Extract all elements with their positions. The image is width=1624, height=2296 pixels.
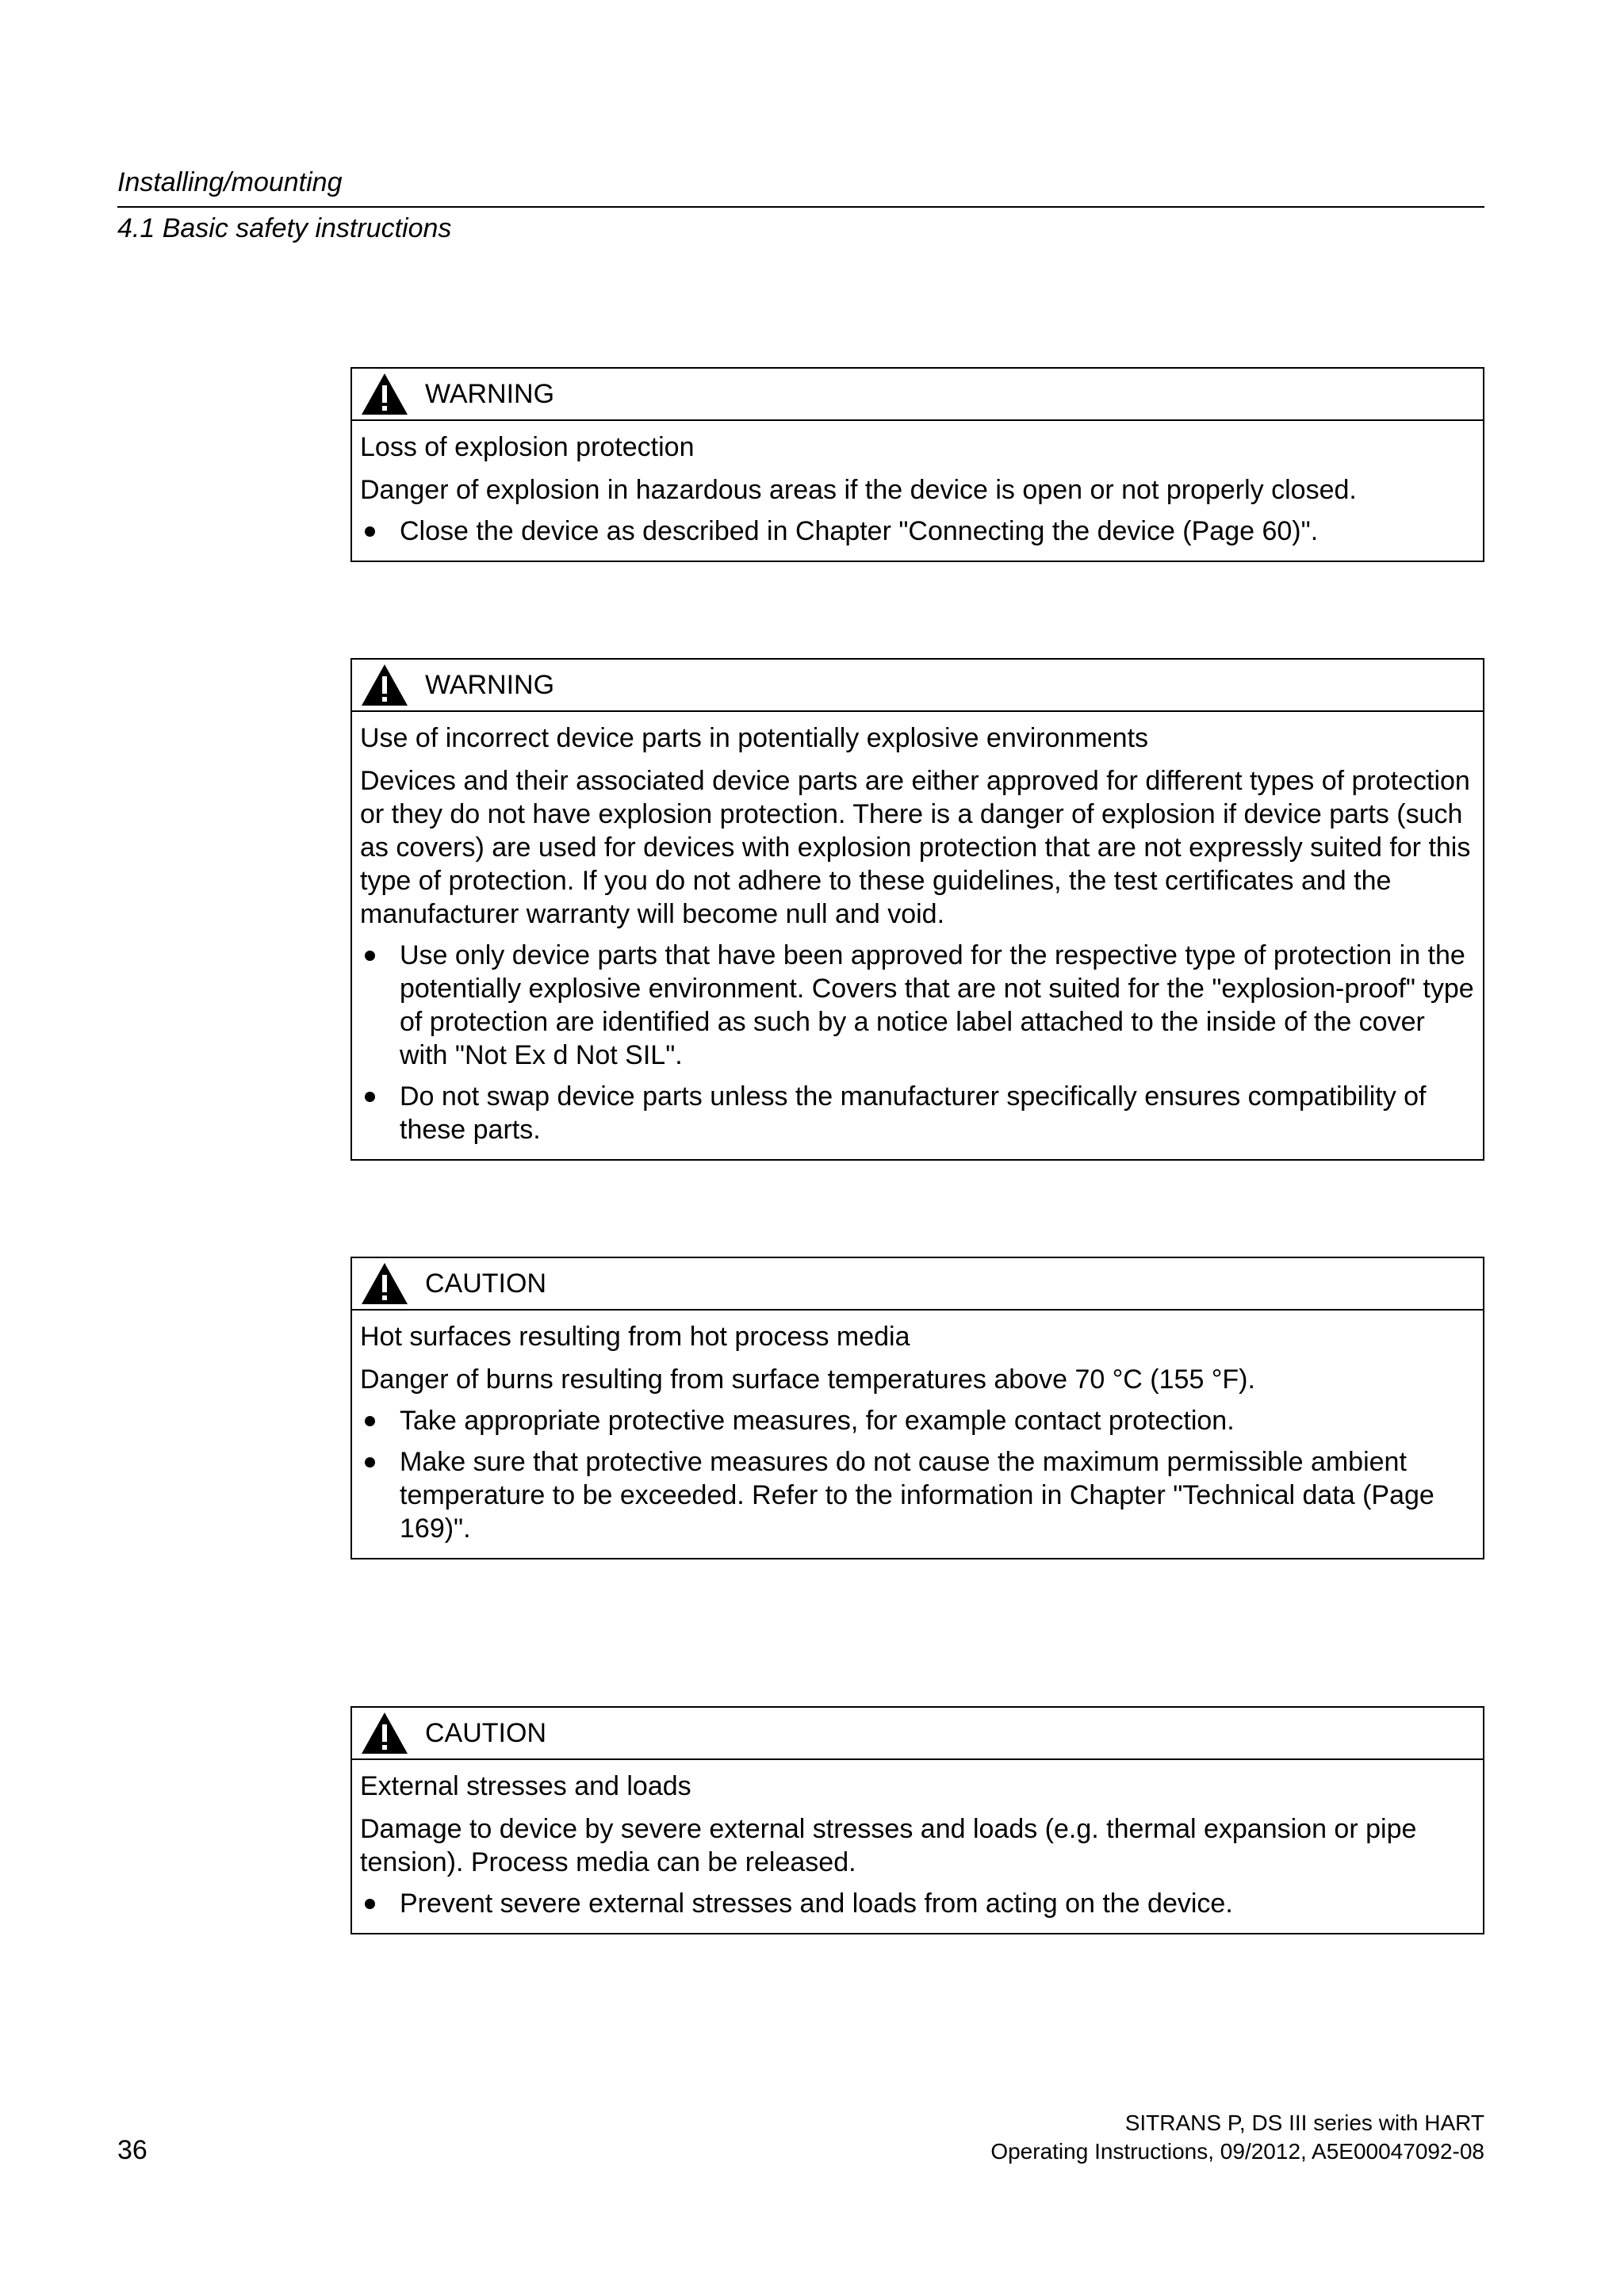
signal-word: CAUTION bbox=[425, 1718, 546, 1748]
warning-triangle-icon bbox=[360, 1261, 409, 1306]
warning-notice-incorrect-parts bbox=[350, 658, 1484, 1161]
notice-description: Devices and their associated device parts are either approved for different types of protection or they do not have explosion protection. There is a danger of explosion if device parts (such as covers) are used for devices with explosion protection that are not expressly suited for this type of protection. If you do not adhere to these guidelines, the test certificates and the manufacturer warranty will become null and void. bbox=[360, 766, 1471, 929]
running-header-chapter: Installing/mounting bbox=[117, 167, 343, 197]
notice-actions bbox=[360, 1887, 1475, 1920]
footer-document-info bbox=[990, 2109, 1484, 2166]
notice-description: Damage to device by severe external stresses and loads (e.g. thermal expansion or pipe tension). Process media can be released. bbox=[360, 1814, 1417, 1877]
list-item: Make sure that protective measures do not cause the maximum permissible ambient temperature to be exceeded. Refer to the information in Chapter "Technical data (Page 169)". bbox=[360, 1445, 1475, 1545]
notice-title: Loss of explosion protection bbox=[360, 432, 695, 462]
notice-description: Danger of burns resulting from surface temperatures above 70 °C (155 °F). bbox=[360, 1364, 1255, 1395]
warning-triangle-icon bbox=[360, 372, 409, 416]
bullet-icon bbox=[365, 1092, 375, 1102]
footer-product-name: SITRANS P, DS III series with HART bbox=[1124, 2110, 1484, 2135]
caution-notice-hot-surfaces bbox=[350, 1257, 1484, 1559]
signal-word: WARNING bbox=[425, 379, 555, 409]
signal-word: WARNING bbox=[425, 670, 555, 700]
notice-header bbox=[352, 1258, 1483, 1311]
page-number: 36 bbox=[117, 2135, 147, 2165]
warning-triangle-icon bbox=[360, 663, 409, 707]
bullet-icon bbox=[365, 1457, 375, 1468]
notice-title: Use of incorrect device parts in potentially explosive environments bbox=[360, 723, 1149, 753]
notice-header bbox=[352, 660, 1483, 712]
notice-title: Hot surfaces resulting from hot process media bbox=[360, 1322, 910, 1352]
notice-actions bbox=[360, 1404, 1475, 1545]
running-header-section: 4.1 Basic safety instructions bbox=[117, 213, 452, 243]
list-item: Take appropriate protective measures, for example contact protection. bbox=[360, 1404, 1475, 1437]
notice-description: Danger of explosion in hazardous areas if the device is open or not properly closed. bbox=[360, 475, 1357, 505]
list-item: Do not swap device parts unless the manufacturer specifically ensures compatibility of these parts. bbox=[360, 1080, 1475, 1146]
caution-notice-external-stresses bbox=[350, 1706, 1484, 1934]
bullet-icon bbox=[365, 951, 375, 961]
warning-triangle-icon bbox=[360, 1711, 409, 1755]
footer-document-id: Operating Instructions, 09/2012, A5E00047092-08 bbox=[990, 2139, 1484, 2164]
notice-title: External stresses and loads bbox=[360, 1771, 691, 1801]
bullet-icon bbox=[365, 526, 375, 537]
warning-notice-explosion-protection bbox=[350, 367, 1484, 562]
notice-actions bbox=[360, 939, 1475, 1146]
list-item: Prevent severe external stresses and loads from acting on the device. bbox=[360, 1887, 1475, 1920]
header-divider bbox=[117, 206, 1484, 208]
notice-header bbox=[352, 1708, 1483, 1760]
bullet-icon bbox=[365, 1416, 375, 1426]
list-item: Close the device as described in Chapter "Connecting the device (Page 60)". bbox=[360, 515, 1475, 548]
notice-header bbox=[352, 369, 1483, 421]
bullet-icon bbox=[365, 1899, 375, 1909]
signal-word: CAUTION bbox=[425, 1269, 546, 1299]
list-item: Use only device parts that have been approved for the respective type of protection in the potentially explosive environment. Covers that are not suited for the "explosion-proof" type of protection are identified as such by a notice label attached to the inside of the cover with "Not Ex d Not SIL". bbox=[360, 939, 1475, 1072]
notice-actions bbox=[360, 515, 1475, 548]
